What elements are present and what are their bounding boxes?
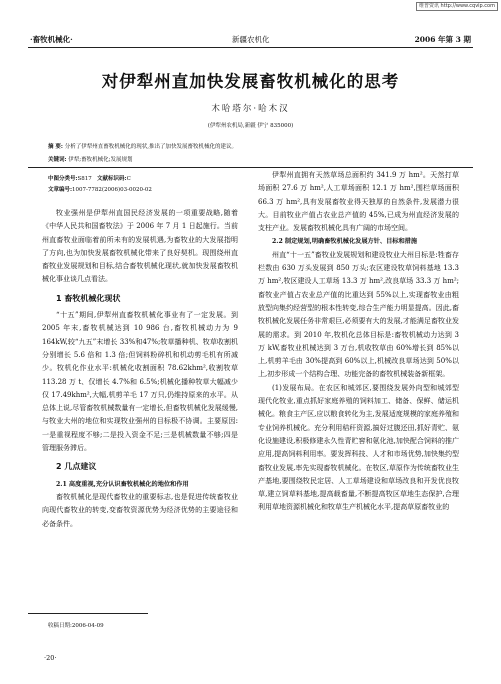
keywords	[48, 155, 133, 163]
abstract-text: 分析了伊犁州直畜牧机械化的现状,推出了加快发展畜牧机械化的建议。	[64, 144, 237, 150]
classification	[48, 174, 131, 182]
page-number: ·20·	[44, 654, 57, 662]
clc-label: 中图分类号:	[48, 176, 78, 182]
abstract-label: 摘 要:	[48, 144, 63, 150]
section-heading-2: 2 几点建议	[56, 462, 97, 472]
affiliation: (伊犁州农机局,新疆 伊宁 835000)	[207, 123, 294, 129]
abstract	[48, 142, 237, 150]
doc-code-label: 文献标识码:	[97, 176, 127, 182]
article-number	[48, 185, 152, 193]
abstract-rule	[28, 167, 473, 168]
article-no-label: 文章编号:	[48, 187, 73, 193]
section-heading-1: 1 畜牧机械化现状	[56, 293, 121, 303]
right-column	[258, 169, 459, 515]
header-journal: 新疆农机化	[232, 35, 270, 44]
keywords-text: 伊犁;畜牧机械化;发展规划	[68, 157, 133, 163]
doc-code-value: C	[126, 176, 131, 182]
header-section: ·畜牧机械化·	[30, 35, 73, 44]
planning-paragraph: 州直“十一五”畜牧业发展规划和建设牧业大州目标是:牲畜存栏数由 630 万头发展到 850 万头;农区建设牧草饲料基地 13.3 万 hm²,牧区建设人工草场 13.3 万 hm²,改良草场 33.3 万 hm²;畜牧业产值占农业总产值的比重达到 55%以上,实现畜牧业由粗放型向集约经营型的根本性转变,综合生产能力明显提高。因此,畜牧机械化发展任务非常艰巨,必须要有大的发展,才能满足畜牧业发展的需求。到 2010 年,牧机化总体目标是:畜牧机械动力达到 3 万 kW,畜牧业机械达到 3 万台,机收牧草由 60%增长到 85%以上,机剪羊毛由 30%提高到 60%以上,机械改良草场达到 50%以上,初步形成一个结构合理、功能完备的畜牧机械装备新框架。	[258, 250, 459, 379]
grassland-paragraph: 伊犁州直拥有天然草场总面积约 341.9 万 hm²。天然打草场面积 27.6 万 hm²,人工草场面积 12.1 万 hm²,围栏草场面积 66.3 万 hm²,具有发展畜牧业得天独厚的自然条件,发展潜力很大。目前牧业产值占农业总产值的 45%,已成为州直经济发展的支柱产业。发展畜牧机械化具有广阔的市场空间。	[258, 171, 459, 233]
header-rule	[28, 47, 473, 48]
header-issue: 2006 年第 3 期	[414, 35, 471, 44]
article-title: 对伊犁州直加快发展畜牧机械化的思考	[101, 72, 400, 91]
author: 木哈塔尔·哈木汉	[211, 104, 290, 114]
received-date: 收稿日期:2006-04-09	[48, 623, 104, 629]
left-column	[42, 207, 238, 531]
article-no-value: 1007-7782(2006)03-0020-02	[72, 187, 152, 193]
subsection-heading-2-2: 2.2 制定规划,明确畜牧机械化发展方针、目标和措施	[272, 238, 418, 246]
keywords-label: 关键词:	[48, 157, 67, 163]
watermark: 维普资讯 http://www.cqvip.com	[416, 2, 498, 11]
footnote-rule	[28, 613, 148, 614]
intro-paragraph: 牧业强州是伊犁州直国民经济发展的一项重要战略,随着《中华人民共和国畜牧法》于 2006 年 7 月 1 日起施行。当前州直畜牧业面临着前所未有的发展机遇,为畜牧业的大发展指明了方向,也为加快发展畜牧机械化带来了良好契机。现围绕州直畜牧业发展规划和目标,结合畜牧机械化现状,就加快发展畜牧机械化事业谈几点看法。	[42, 209, 238, 284]
paragraph-2-1: 畜牧机械化是现代畜牧业的重要标志,也是促进传统畜牧业向现代畜牧业的转变,变畜牧资源优势为经济优势的主要途径和必备条件。	[42, 492, 238, 528]
subsection-heading-2-1: 2.1 高度重视,充分认识畜牧机械化的地位和作用	[56, 480, 189, 488]
status-paragraph: “十五”期间,伊犁州直畜牧机械化事业有了一定发展。到 2005 年末,畜牧机械达到 10 986 台,畜牧机械动力为 9 164kW,较“九五”末增长 33%和47%;牧草播种机、牧草收割机分别增长 5.6 倍和 1.3 倍;但饲料粉碎机和机动剪毛机有所减少。牧机化作业水平:机械化收割面积 78.62khm²,收割牧草 113.28 万 t、仅增长 4.7%和 6.5%;机械化播种牧草大幅减少仅 17.49khm²,大幅,机剪羊毛 17 万只,仍维持原来的水平。从总体上说,尽管畜牧机械数量有一定增长,但畜牧机械化发展缓慢,与牧业大州的地位和实现牧业强州的目标极不协调。主要原因:一是重视程度不够;二是投入资金不足;三是机械数量不够;四是管理服务滞后。	[42, 311, 238, 453]
clc-value: S817	[77, 176, 92, 182]
layout-paragraph: (1)发展布局。在农区和城郊区,要围绕发展外向型和城郊型现代化牧业,重点抓好家庭养殖的饲料加工、储备、保鲜、储运机械化。粮食主产区,应以粮食转化为主,发展适度规模的家庭养殖和专业饲养机械化。充分利用秸秆资源,搞好过腹还田,抓好青贮、氨化设施建设,积极修建永久性青贮窖和氨化池,加快配合饲料的推广应用,提高饲料利用率。要发挥科技、人才和市场优势,加快集约型畜牧业发展,率先实现畜牧机械化。在牧区,草原作为传统畜牧业生产基地,要围绕牧民定居、人工草场建设和草场改良和开发优良牧草,建立饲草料基地,提高载畜量,不断提高牧区草地生态保护,合理利用草地资源机械化和牧草生产机械化水平,提高草原畜牧业的	[258, 383, 459, 512]
